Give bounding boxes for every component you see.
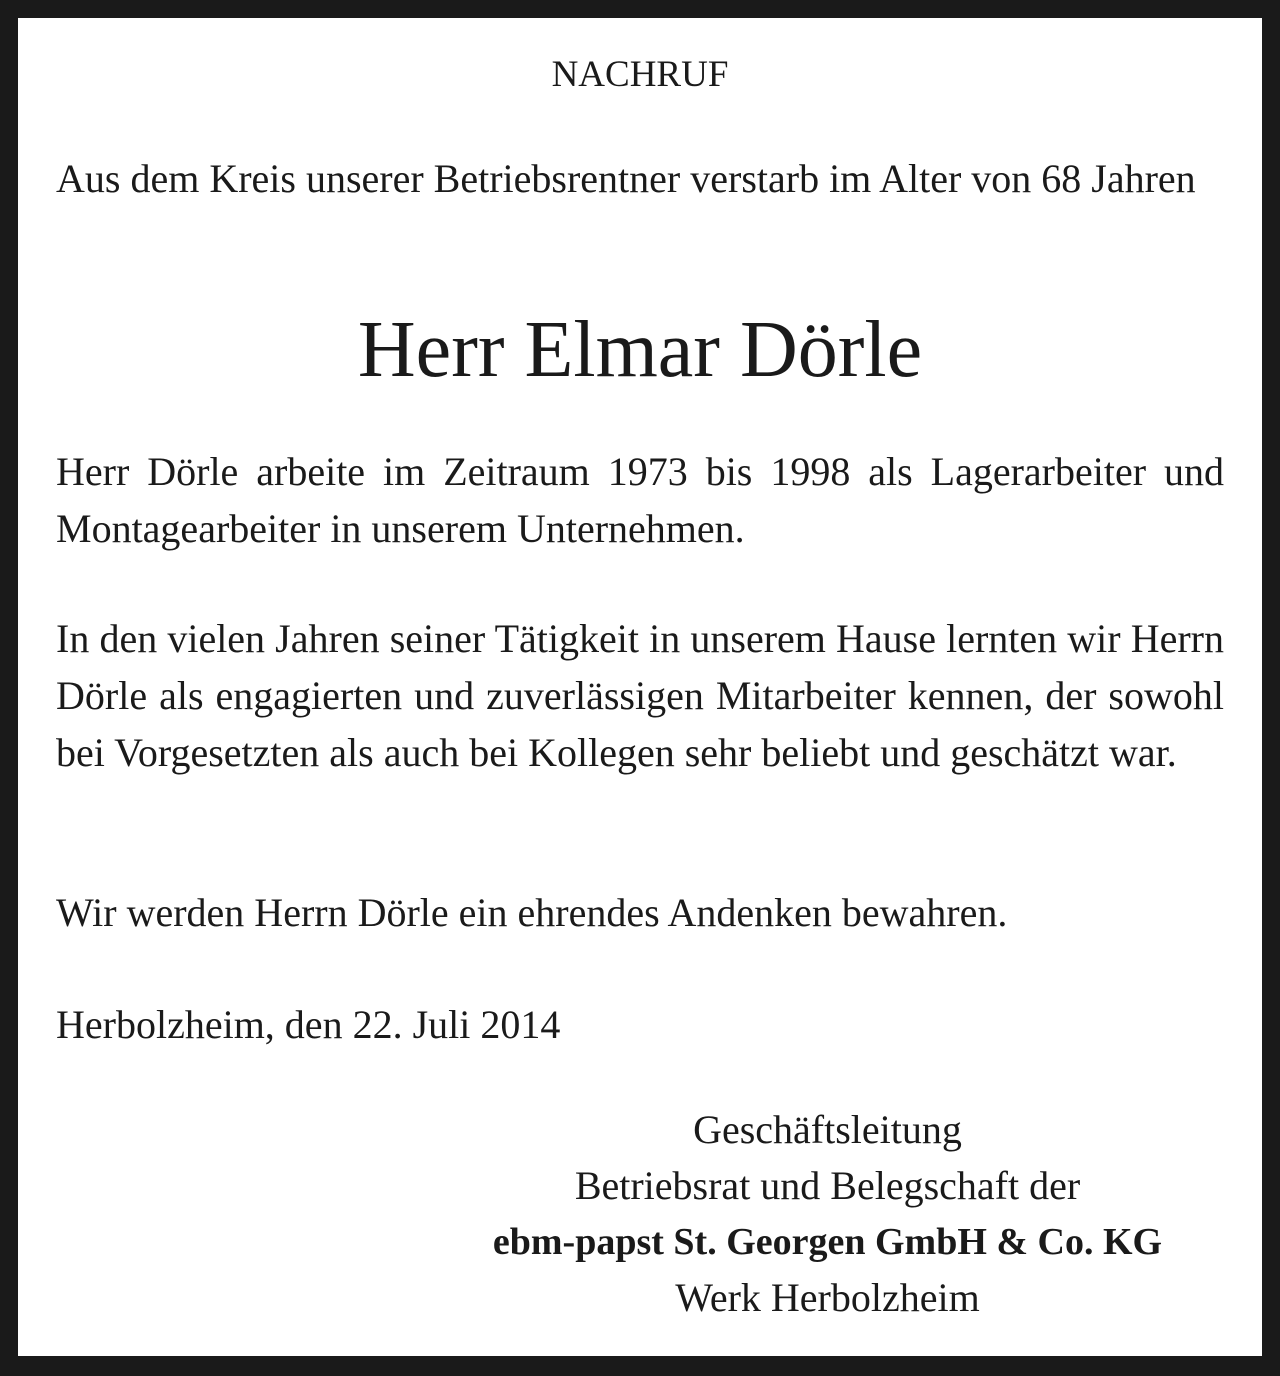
signature-staff: Betriebsrat und Belegschaft der xyxy=(574,1163,1081,1208)
tribute-paragraph: In den vielen Jahren seiner Tätigkeit in unserem Hause lernten wir Herrn Dörle als engagierten und zuverlässigen Mitarbeiter kennen, der sowohl bei Vorgesetzten als auch bei Kollegen sehr beliebt und geschätzt war. xyxy=(56,616,1224,775)
signature-company: ebm-papst St. Georgen GmbH & Co. KG xyxy=(492,1221,1163,1263)
remembrance-paragraph: Wir werden Herrn Dörle ein ehrendes Andenken bewahren. xyxy=(56,890,1008,935)
place-and-date: Herbolzheim, den 22. Juli 2014 xyxy=(56,1002,561,1047)
signature-management: Geschäftsleitung xyxy=(693,1107,962,1152)
notice-heading: NACHRUF xyxy=(551,54,729,95)
signature-plant: Werk Herbolzheim xyxy=(675,1275,980,1320)
deceased-name: Herr Elmar Dörle xyxy=(357,306,923,394)
signature-block xyxy=(400,1102,1255,1326)
intro-text: Aus dem Kreis unserer Betriebsrentner verstarb im Alter von 68 Jahren xyxy=(56,156,1196,201)
employment-paragraph: Herr Dörle arbeite im Zeitraum 1973 bis 1998 als Lagerarbeiter und Montagearbeiter in unserem Unternehmen. xyxy=(56,449,1224,551)
